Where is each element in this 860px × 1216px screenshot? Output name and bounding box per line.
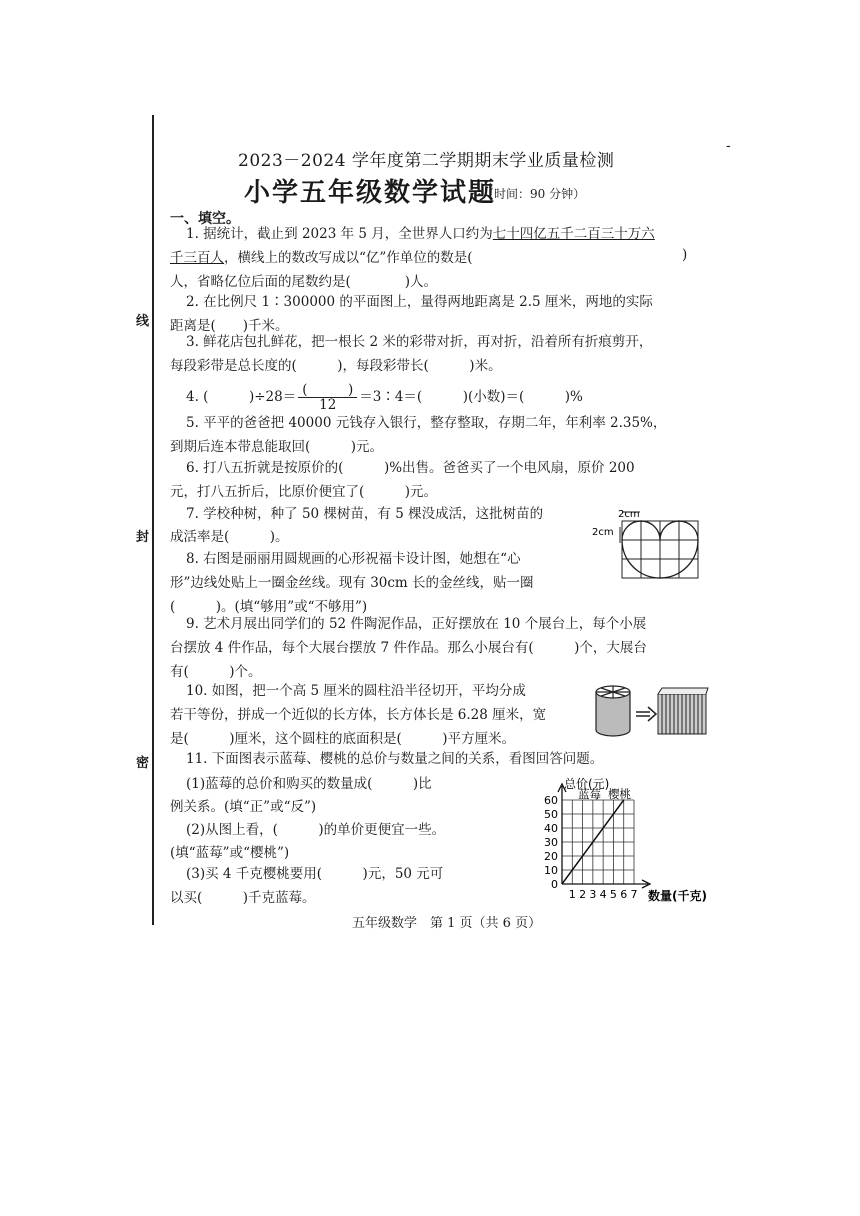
q10-line3: 是( )厘米，这个圆柱的底面积是( )平方厘米。 [170, 731, 516, 747]
q6-line1: 6. 打八五折就是按原价的( )%出售。爸爸买了一个电风扇，原价 200 [186, 460, 635, 476]
cuboid-shape [658, 688, 708, 734]
q11-p3a: (3)买 4 千克樱桃要用( )元，50 元可 [186, 866, 444, 882]
cylinder-figure [592, 680, 710, 740]
q8-line3: ( )。(填“够用”或“不够用”) [170, 599, 368, 615]
q1-underlined-2: 千三百人 [170, 250, 224, 266]
q11-p3b: 以买( )千克蓝莓。 [170, 890, 316, 906]
chart-axes [558, 784, 650, 888]
q7-line2: 成活率是( )。 [170, 529, 289, 545]
q1-underlined: 七十四亿五千二百三十万六 [492, 226, 655, 242]
q4-line [186, 383, 583, 412]
x-tick-label: 7 [630, 888, 638, 901]
q4-part-a: 4. ( )÷28＝ [186, 389, 297, 405]
q4-fraction [298, 383, 357, 412]
dim-top-label: 2cm [618, 509, 640, 520]
exam-time: （时间：90 分钟） [482, 187, 586, 201]
x-axis-label: 数量(千克) [648, 889, 707, 903]
q11-p1a: (1)蓝莓的总价和购买的数量成( )比 [186, 776, 432, 792]
y-tick-label: 30 [544, 836, 558, 849]
x-tick-label: 6 [620, 888, 628, 901]
q7-line1: 7. 学校种树，种了 50 棵树苗，有 5 棵没成活，这批树苗的 [186, 506, 544, 522]
q11-line1: 11. 下面图表示蓝莓、樱桃的总价与数量之间的关系，看图回答问题。 [186, 751, 604, 767]
q3-line1: 3. 鲜花店包扎鲜花，把一根长 2 米的彩带对折，再对折，沿着所有折痕剪开， [186, 334, 653, 350]
side-label-mi: 密 [136, 756, 150, 771]
cylinder-shape [596, 686, 630, 736]
q11-p1b: 例关系。(填“正”或“反”) [170, 799, 317, 815]
q5-line2: 到期后连本带息能取回( )元。 [170, 439, 384, 455]
y-tick-label: 20 [544, 850, 558, 863]
dim-left-label: 2cm [592, 527, 614, 538]
y-tick-label: 0 [551, 878, 558, 891]
q4-denominator: 12 [319, 397, 337, 413]
q9-line3: 有( )个。 [170, 664, 262, 680]
q10-line1: 10. 如图，把一个高 5 厘米的圆柱沿半径切开，平均分成 [186, 683, 526, 699]
q1-line2 [170, 246, 473, 270]
q5-line1: 5. 平平的爸爸把 40000 元钱存入银行，整存整取，存期二年，年利率 2.35%， [186, 415, 667, 431]
q11-p2b: (填“蓝莓”或“樱桃”) [170, 845, 290, 861]
heart-grid [622, 521, 698, 578]
side-label-feng: 封 [136, 530, 150, 545]
series-label-1: 蓝莓 [578, 787, 601, 801]
x-tick-label: 5 [609, 888, 617, 901]
q11-p2a: (2)从图上看，( )的单价更便宜一些。 [186, 822, 446, 838]
side-label-xian: 线 [136, 314, 150, 329]
x-tick-label: 3 [589, 888, 597, 901]
x-tick-label: 4 [599, 888, 607, 901]
q8-line2: 形”边线处贴上一圈金丝线。现有 30cm 长的金丝线，贴一圈 [170, 575, 534, 591]
q1-blank-close: ) [682, 247, 688, 263]
x-tick-label: 2 [579, 888, 587, 901]
price-quantity-chart [530, 770, 720, 905]
y-tick-label: 10 [544, 864, 558, 877]
q2-line2: 距离是( )千米。 [170, 318, 289, 334]
q1-line3: 人，省略亿位后面的尾数约是( )人。 [170, 274, 438, 290]
q4-part-b: ＝3∶4＝( )(小数)＝( )% [359, 389, 583, 405]
x-tick-label: 1 [568, 888, 576, 901]
q6-line2: 元，打八五折后，比原价便宜了( )元。 [170, 484, 438, 500]
q10-line2: 若干等份，拼成一个近似的长方体，长方体长是 6.28 厘米，宽 [170, 707, 547, 723]
section-heading: 一、填空。 [170, 211, 240, 227]
series-label-2: 樱桃 [608, 787, 631, 801]
q2-line1: 2. 在比例尺 1∶300000 的平面图上，量得两地距离是 2.5 厘米，两地的实际 [186, 294, 653, 310]
chart-grid [562, 800, 634, 884]
corner-mark: - [726, 138, 731, 154]
y-tick-label: 40 [544, 822, 558, 835]
y-tick-label: 50 [544, 808, 558, 821]
q9-line1: 9. 艺术月展出同学们的 52 件陶泥作品，正好摆放在 10 个展台上，每个小展 [186, 616, 647, 632]
exam-title: 小学五年级数学试题 [244, 178, 497, 208]
q4-numerator: ( ) [298, 383, 357, 398]
page-footer: 五年级数学 第 1 页（共 6 页） [352, 916, 542, 931]
q8-line1: 8. 右图是丽丽用圆规画的心形祝福卡设计图，她想在“心 [186, 551, 521, 567]
binding-line [152, 115, 154, 925]
y-tick-label: 60 [544, 794, 558, 807]
q3-line2: 每段彩带是总长度的( )，每段彩带长( )米。 [170, 358, 502, 374]
q1-text: 1. 据统计，截止到 2023 年 5 月，全世界人口约为 [186, 226, 493, 242]
exam-header: 2023－2024 学年度第二学期期末学业质量检测 [238, 151, 615, 171]
q9-line2: 台摆放 4 件作品，每个大展台摆放 7 件作品。那么小展台有( )个，大展台 [170, 640, 647, 656]
y-axis-label: 总价(元) [564, 777, 610, 791]
heart-figure [590, 504, 700, 584]
q1-line1 [186, 222, 655, 246]
arrow-icon [636, 707, 656, 721]
q1-text-2: ，横线上的数改写成以“亿”作单位的数是( [224, 250, 473, 266]
